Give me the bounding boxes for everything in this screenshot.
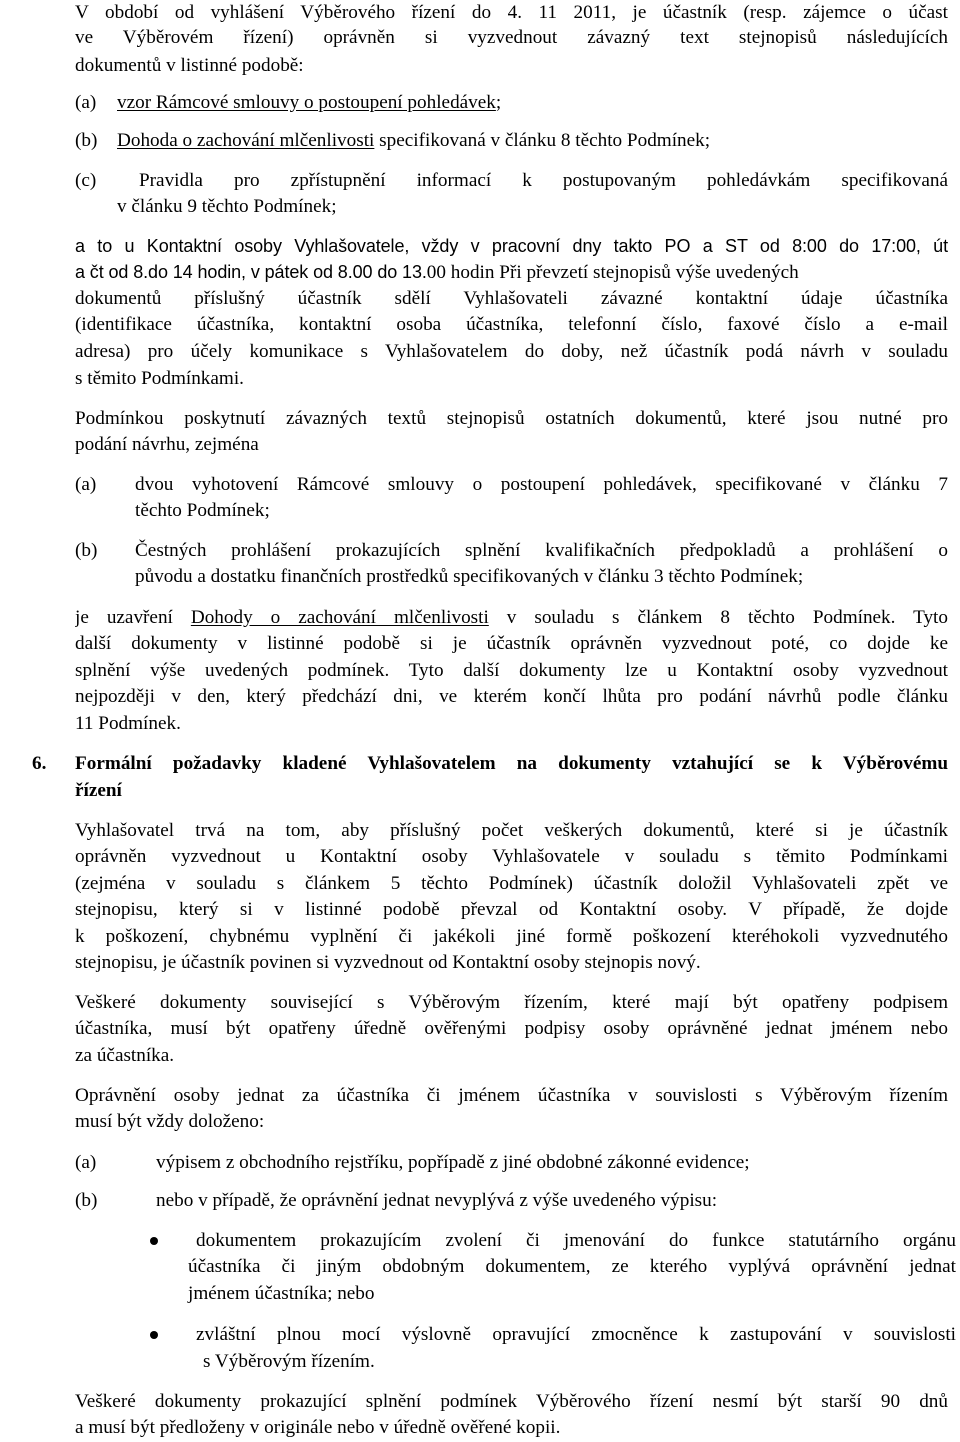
list2-label-b: (b)	[75, 540, 98, 561]
bullet-icon	[150, 1237, 158, 1245]
para3-line-2: musí být vždy doloženo:	[75, 1111, 265, 1132]
list3-label-a: (a)	[75, 1152, 97, 1173]
list1-label-b: (b)	[75, 130, 98, 151]
bullet-1-line-1: dokumentem prokazujícím zvolení či jmenování do funkce statutárního orgánu	[196, 1230, 956, 1251]
list1-item-c-line-2: v článku 9 těchto Podmínek;	[117, 196, 337, 217]
closing-line-1	[75, 605, 948, 631]
list2-item-a-line-2: těchto Podmínek;	[135, 500, 270, 521]
list1-item-b-rest: specifikovaná v článku 8 těchto Podmínek;	[374, 130, 711, 151]
para2-line-3: za účastníka.	[75, 1045, 175, 1066]
para1-line-5: k poškození, chybnému vyplnění či jakékoli jiné formě poškození kteréhokoli vyzvednutého	[75, 926, 948, 947]
list2-label-a: (a)	[75, 474, 97, 495]
bullet-1-line-3: jménem účastníka; nebo	[188, 1283, 375, 1304]
list1-item-a	[117, 90, 501, 116]
para1-line-4: stejnopisu, který si v listinné podobě převzal od Kontaktní osoby. V případě, že dojde	[75, 899, 948, 920]
closing-line-5: 11 Podmínek.	[75, 713, 181, 734]
para1-line-2: oprávněn vyzvednout u Kontaktní osoby Vyhlašovatele v souladu s těmito Podmínkami	[75, 846, 948, 867]
contact-line-2-hours: a čt od 8.do 14 hodin, v pátek od 8.00 do 13.	[75, 262, 427, 282]
condition-line-1: Podmínkou poskytnutí závazných textů stejnopisů ostatních dokumentů, které jsou nutné pro	[75, 408, 948, 429]
section-title-line-1: Formální požadavky kladené Vyhlašovatelem na dokumenty vztahující se k Výběrovému	[75, 753, 948, 774]
intro-line-2: ve Výběrovém řízení) oprávněn si vyzvednout závazný text stejnopisů následujících	[75, 27, 948, 48]
contact-line-5: adresa) pro účely komunikace s Vyhlašovatelem do doby, než účastník podá návrh v souladu	[75, 341, 948, 362]
section-title-line-2: řízení	[75, 780, 122, 801]
para3-line-1: Oprávnění osoby jednat za účastníka či jménem účastníka v souvislosti s Výběrovým řízením	[75, 1085, 948, 1106]
contact-line-2	[75, 259, 799, 286]
list1-label-c: (c)	[75, 170, 97, 191]
list3-label-b: (b)	[75, 1190, 98, 1211]
list1-item-b-link[interactable]: Dohoda o zachování mlčenlivosti	[117, 130, 375, 151]
closing-line-4: nejpozději v den, který předchází dni, ve kterém končí lhůta pro podání návrhů podle článku	[75, 686, 948, 707]
contact-line-3: dokumentů příslušný účastník sdělí Vyhlašovateli závazné kontaktní údaje účastníka	[75, 288, 948, 309]
contact-line-4: (identifikace účastníka, kontaktní osoba účastníka, telefonní číslo, faxové číslo a e-mail	[75, 314, 948, 335]
final-line-1: Veškeré dokumenty prokazující splnění podmínek Výběrového řízení nesmí být starší 90 dnů	[75, 1391, 948, 1412]
para2-line-1: Veškeré dokumenty související s Výběrovým řízením, které mají být opatřeny podpisem	[75, 992, 948, 1013]
closing-line-1-post: v souladu s článkem 8 těchto Podmínek. Tyto	[488, 607, 948, 628]
intro-line-1: V období od vyhlášení Výběrového řízení do 4. 11 2011, je účastník (resp. zájemce o účast	[75, 2, 948, 23]
list1-item-b	[117, 128, 710, 154]
contact-line-6: s těmito Podmínkami.	[75, 368, 244, 389]
list1-item-c-line-1: Pravidla pro zpřístupnění informací k postupovaným pohledávkám specifikovaná	[139, 170, 948, 191]
closing-line-1-link[interactable]: Dohody o zachování mlčenlivosti	[190, 607, 489, 628]
bullet-icon	[150, 1331, 158, 1339]
bullet-2-line-1: zvláštní plnou mocí výslovně opravující zmocněnce k zastupování v souvislosti	[196, 1324, 956, 1345]
list2-item-b-line-2: původu a dostatku finančních prostředků specifikovaných v článku 3 těchto Podmínek;	[135, 566, 804, 587]
section-number: 6.	[32, 753, 47, 774]
final-line-2: a musí být předloženy v originále nebo v úředně ověřené kopii.	[75, 1417, 561, 1438]
list3-item-a: výpisem z obchodního rejstříku, popřípadě z jiné obdobné zákonné evidence;	[156, 1152, 750, 1173]
bullet-2-line-2: s Výběrovým řízením.	[203, 1351, 375, 1372]
intro-line-3: dokumentů v listinné podobě:	[75, 55, 304, 76]
bullet-1-line-2: účastníka či jiným obdobným dokumentem, ze kterého vyplývá oprávnění jednat	[188, 1256, 956, 1277]
para1-line-6: stejnopisu, je účastník povinen si vyzvednout od Kontaktní osoby stejnopis nový.	[75, 952, 701, 973]
list2-item-a-line-1: dvou vyhotovení Rámcové smlouvy o postoupení pohledávek, specifikované v článku 7	[135, 474, 948, 495]
closing-line-1-pre: je uzavření	[75, 607, 191, 628]
list1-item-a-rest: ;	[495, 92, 502, 113]
list2-item-b-line-1: Čestných prohlášení prokazujících splnění kvalifikačních předpokladů a prohlášení o	[135, 540, 948, 561]
condition-line-2: podání návrhu, zejména	[75, 434, 259, 455]
list1-item-a-link[interactable]: vzor Rámcové smlouvy o postoupení pohledávek	[117, 92, 496, 113]
list3-item-b: nebo v případě, že oprávnění jednat nevyplývá z výše uvedeného výpisu:	[156, 1190, 718, 1211]
para1-line-1: Vyhlašovatel trvá na tom, aby příslušný počet veškerých dokumentů, které si je účastník	[75, 820, 948, 841]
closing-line-2: další dokumenty v listinné podobě si je účastník oprávněn vyzvednout poté, co dojde ke	[75, 633, 948, 654]
list1-label-a: (a)	[75, 92, 97, 113]
closing-line-3: splnění výše uvedených podmínek. Tyto další dokumenty lze u Kontaktní osoby vyzvednout	[75, 660, 948, 681]
para1-line-3: (zejména v souladu s článkem 5 těchto Podmínek) účastník doložil Vyhlašovateli zpět ve	[75, 873, 948, 894]
contact-line-2-rest: 00 hodin Při převzetí stejnopisů výše uvedených	[426, 262, 799, 283]
contact-line-1: a to u Kontaktní osoby Vyhlašovatele, vždy v pracovní dny takto PO a ST od 8:00 do 17:00, út	[75, 236, 948, 256]
para2-line-2: účastníka, musí být opatřeny úředně ověřenými podpisy osoby oprávněné jednat jménem nebo	[75, 1018, 948, 1039]
